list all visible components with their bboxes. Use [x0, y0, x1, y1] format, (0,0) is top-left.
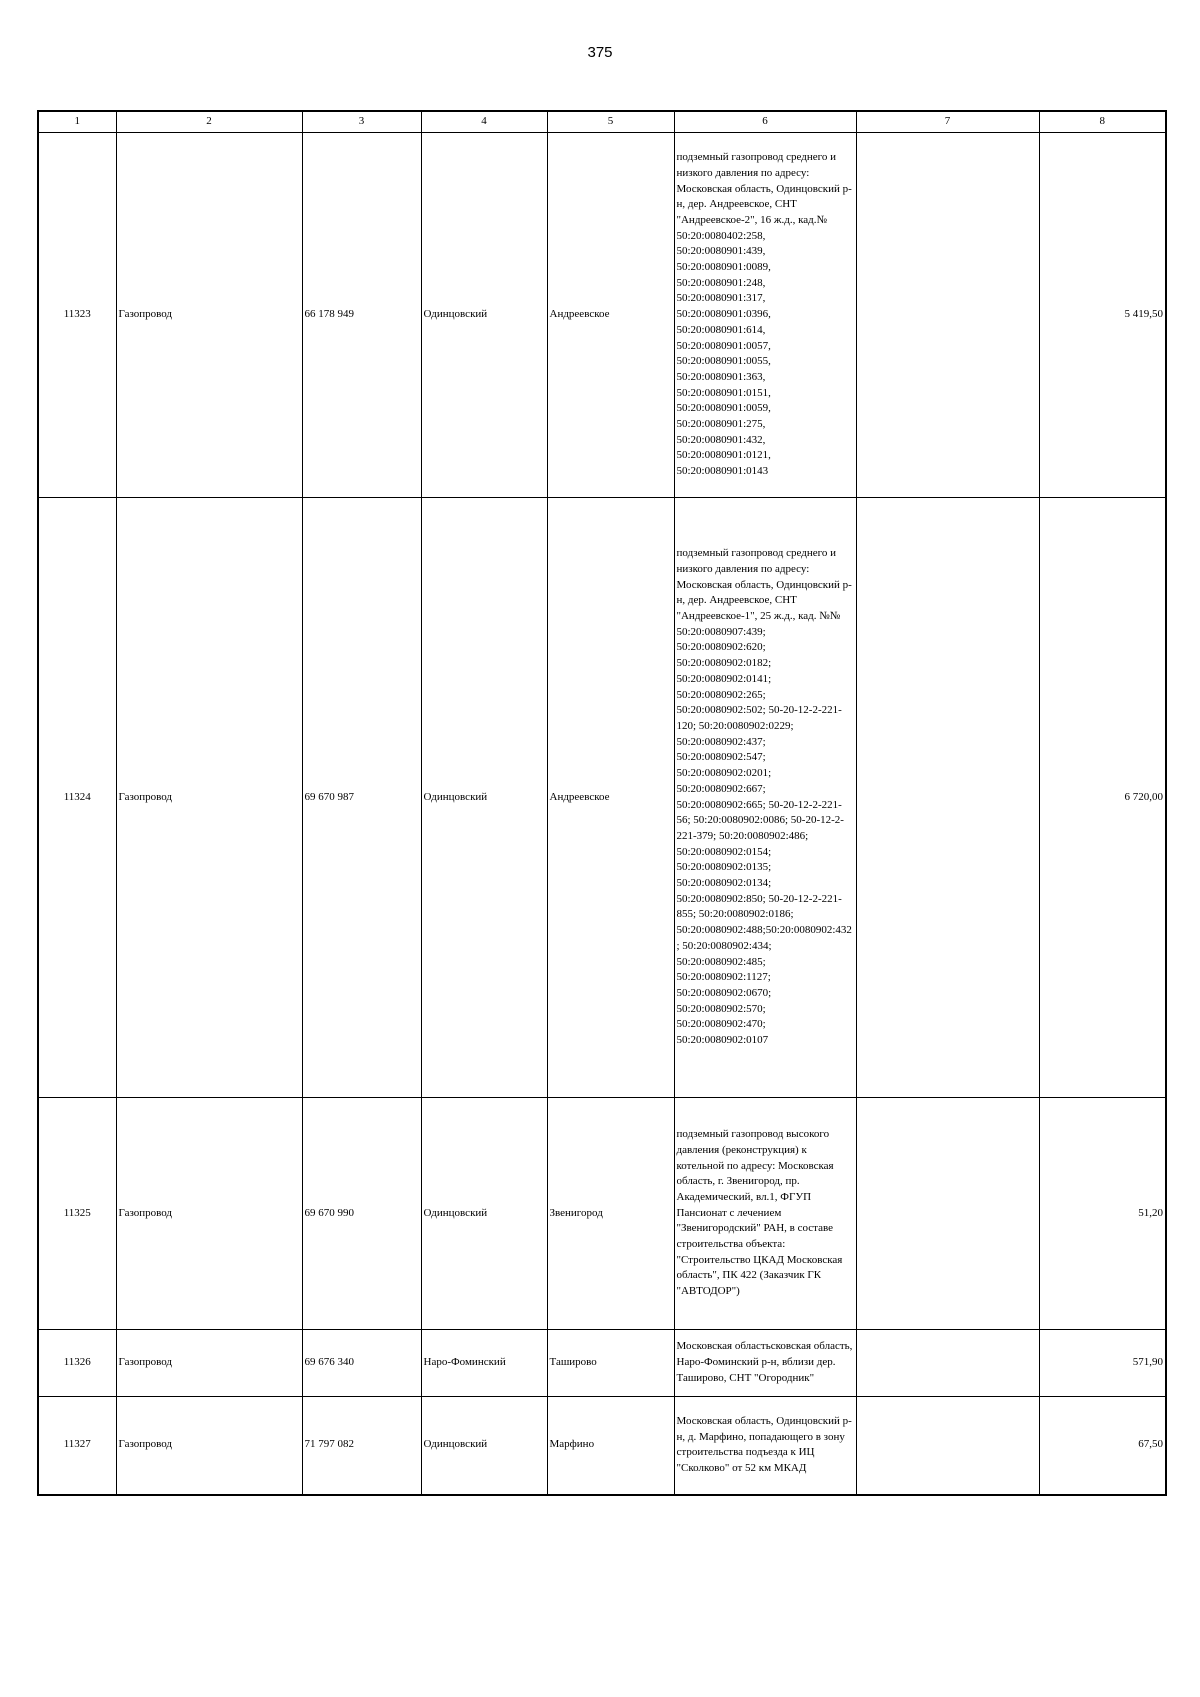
object-id: 69 676 340 [302, 1330, 421, 1397]
description: подземный газопровод среднего и низкого давления по адресу: Московская область, Одинцовский р-н, дер. Андреевское, СНТ "Андреевское-2", 16 ж.д., кад.№ 50:20:0080402:258, 50:20:0080901:439, 50:20:0080901:0089, 50:20:0080901:248, 50:20:0080901:317, 50:20:0080901:0396, 50:20:0080901:614, 50:20:0080901:0057, 50:20:0080901:0055, 50:20:0080901:363, 50:20:0080901:0151, 50:20:0080901:0059, 50:20:0080901:275, 50:20:0080901:432, 50:20:0080901:0121, 50:20:0080901:0143 [674, 133, 856, 498]
row-number: 11326 [38, 1330, 116, 1397]
description: подземный газопровод высокого давления (реконструкция) к котельной по адресу: Московская область, г. Звенигород, пр. Академический, вл.1, ФГУП Пансионат с лечением "Звенигородский" РАН, в составе строительства объекта: "Строительство ЦКАД Московская область", ПК 422 (Заказчик ГК "АВТОДОР") [674, 1098, 856, 1330]
length-value: 5 419,50 [1039, 133, 1166, 498]
header-cell: 7 [856, 111, 1039, 133]
row-number: 11323 [38, 133, 116, 498]
district: Одинцовский [421, 133, 547, 498]
length-value: 67,50 [1039, 1397, 1166, 1495]
district: Одинцовский [421, 1098, 547, 1330]
table-row [38, 133, 1166, 498]
description: подземный газопровод среднего и низкого давления по адресу: Московская область, Одинцовский р-н, дер. Андреевское, СНТ "Андреевское-1", 25 ж.д., кад. №№ 50:20:0080907:439; 50:20:0080902:620; 50:20:0080902:0182; 50:20:0080902:0141; 50:20:0080902:265; 50:20:0080902:502; 50-20-12-2-221-120; 50:20:0080902:0229; 50:20:0080902:437; 50:20:0080902:547; 50:20:0080902:0201; 50:20:0080902:667; 50:20:0080902:665; 50-20-12-2-221-56; 50:20:0080902:0086; 50-20-12-2-221-379; 50:20:0080902:486; 50:20:0080902:0154; 50:20:0080902:0135; 50:20:0080902:0134; 50:20:0080902:850; 50-20-12-2-221-855; 50:20:0080902:0186; 50:20:0080902:488;50:20:0080902:432; 50:20:0080902:434; 50:20:0080902:485; 50:20:0080902:1127; 50:20:0080902:0670; 50:20:0080902:570; 50:20:0080902:470; 50:20:0080902:0107 [674, 498, 856, 1098]
header-cell: 1 [38, 111, 116, 133]
object-id: 69 670 990 [302, 1098, 421, 1330]
header-cell: 2 [116, 111, 302, 133]
header-cell: 5 [547, 111, 674, 133]
page-number: 375 [587, 44, 613, 61]
row-number: 11325 [38, 1098, 116, 1330]
table-row [38, 1098, 1166, 1330]
locality: Андреевское [547, 498, 674, 1098]
table-row [38, 1330, 1166, 1397]
length-value: 51,20 [1039, 1098, 1166, 1330]
registry-table [37, 110, 1167, 1496]
district: Наро-Фоминский [421, 1330, 547, 1397]
object-type: Газопровод [116, 1098, 302, 1330]
object-id: 66 178 949 [302, 133, 421, 498]
header-cell: 3 [302, 111, 421, 133]
locality: Марфино [547, 1397, 674, 1495]
object-type: Газопровод [116, 133, 302, 498]
column-7 [856, 1098, 1039, 1330]
column-7 [856, 498, 1039, 1098]
locality: Андреевское [547, 133, 674, 498]
row-number: 11324 [38, 498, 116, 1098]
column-7 [856, 133, 1039, 498]
header-cell: 8 [1039, 111, 1166, 133]
object-id: 69 670 987 [302, 498, 421, 1098]
row-number: 11327 [38, 1397, 116, 1495]
length-value: 6 720,00 [1039, 498, 1166, 1098]
header-row [38, 111, 1166, 133]
district: Одинцовский [421, 1397, 547, 1495]
description: Московская областьсковская область, Наро-Фоминский р-н, вблизи дер. Таширово, СНТ "Огородник" [674, 1330, 856, 1397]
header-cell: 6 [674, 111, 856, 133]
object-type: Газопровод [116, 1397, 302, 1495]
locality: Звенигород [547, 1098, 674, 1330]
object-type: Газопровод [116, 498, 302, 1098]
column-7 [856, 1397, 1039, 1495]
header-cell: 4 [421, 111, 547, 133]
description: Московская область, Одинцовский р-н, д. Марфино, попадающего в зону строительства подъезда к ИЦ "Сколково" от 52 км МКАД [674, 1397, 856, 1495]
table-row [38, 498, 1166, 1098]
object-type: Газопровод [116, 1330, 302, 1397]
district: Одинцовский [421, 498, 547, 1098]
table-row [38, 1397, 1166, 1495]
column-7 [856, 1330, 1039, 1397]
locality: Таширово [547, 1330, 674, 1397]
length-value: 571,90 [1039, 1330, 1166, 1397]
object-id: 71 797 082 [302, 1397, 421, 1495]
